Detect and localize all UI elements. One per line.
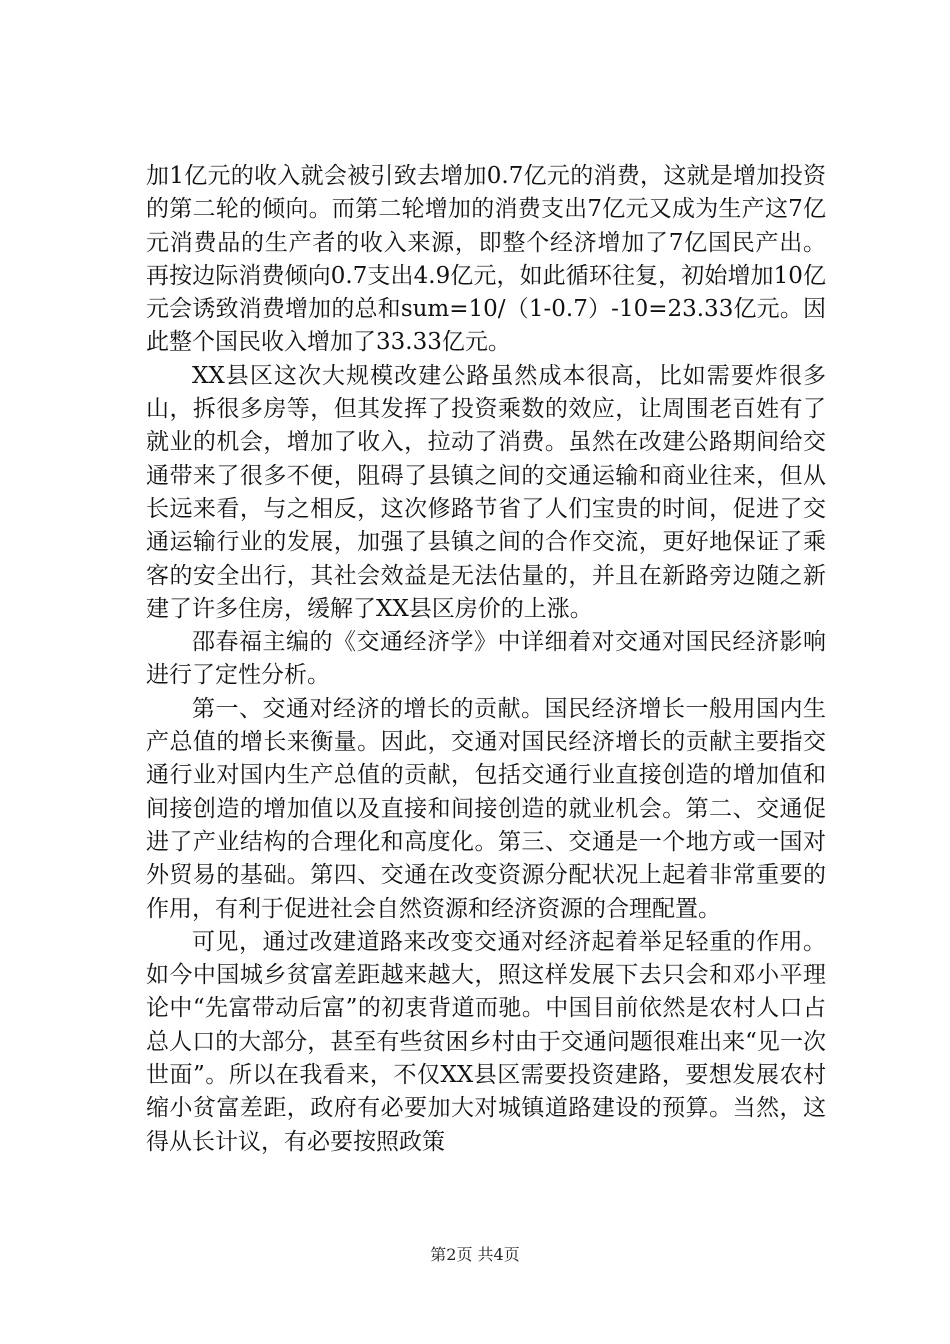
page-footer: 第2页 共4页 (430, 1245, 520, 1264)
paragraph-county-road-reconstruction: XX县区这次大规模改建公路虽然成本很高，比如需要炸很多山，拆很多房等，但其发挥了投资乘数的效应，让周围老百姓有了就业的机会，增加了收入，拉动了消费。虽然在改建公路期间给交通带来了很多不便，阻碍了县镇之间的交通运输和商业往来，但从长远来看，与之相反，这次修路节省了人们宝贵的时间，促进了交通运输行业的发展，加强了县镇之间的合作交流，更好地保证了乘客的安全出行，其社会效益是无法估量的，并且在新路旁边随之新建了许多住房，缓解了XX县区房价的上涨。 (146, 362, 826, 622)
paragraph-transport-economics-reference: 邵春福主编的《交通经济学》中详细着对交通对国民经济影响进行了定性分析。 (146, 629, 826, 689)
paragraph-transport-contributions: 第一、交通对经济的增长的贡献。国民经济增长一般用国内生产总值的增长来衡量。因此，交通对国民经济增长的贡献主要指交通行业对国内生产总值的贡献，包括交通行业直接创造的增加值和间接创造的增加值以及直接和间接创造的就业机会。第二、交通促进了产业结构的合理化和高度化。第三、交通是一个地方或一国对外贸易的基础。第四、交通在改变资源分配状况上起着非常重要的作用，有利于促进社会自然资源和经济资源的合理配置。 (146, 695, 826, 922)
paragraph-conclusion: 可见，通过改建道路来改变交通对经济起着举足轻重的作用。如今中国城乡贫富差距越来越大，照这样发展下去只会和邓小平理论中“先富带动后富”的初衷背道而驰。中国目前依然是农村人口占总人口的大部分，甚至有些贫困乡村由于交通问题很难出来“见一次世面”。所以在我看来，不仅XX县区需要投资建路，要想发展农村缩小贫富差距，政府有必要加大对城镇道路建设的预算。当然，这得从长计议，有必要按照政策 (146, 928, 826, 1155)
paragraph-multiplier-calculation: 加1亿元的收入就会被引致去增加0.7亿元的消费，这就是增加投资的第二轮的倾向。而第二轮增加的消费支出7亿元又成为生产这7亿元消费品的生产者的收入来源，即整个经济增加了7亿国民产出。再按边际消费倾向0.7支出4.9亿元，如此循环往复，初始增加10亿元会诱致消费增加的总和sum=10/（1-0.7）-10=23.33亿元。因此整个国民收入增加了33.33亿元。 (146, 163, 826, 356)
document-body (146, 160, 826, 1159)
